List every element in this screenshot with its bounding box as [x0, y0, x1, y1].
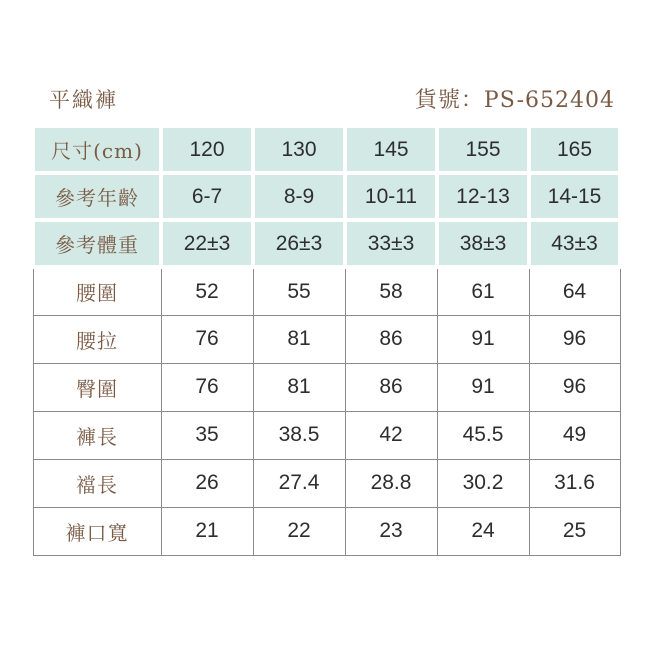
table-cell: 86	[345, 363, 437, 411]
table-cell: 81	[253, 315, 345, 363]
size-chart-table	[31, 124, 622, 556]
table-cell: 49	[529, 411, 620, 459]
row-label: 褲長	[33, 411, 161, 459]
table-cell: 55	[253, 267, 345, 315]
row-label: 臀圍	[33, 363, 161, 411]
table-row	[33, 220, 620, 267]
table-cell: 27.4	[253, 459, 345, 507]
table-cell: 120	[161, 126, 253, 173]
table-cell: 81	[253, 363, 345, 411]
table-cell: 43±3	[529, 220, 620, 267]
table-cell: 76	[161, 315, 253, 363]
table-cell: 96	[529, 363, 620, 411]
table-cell: 155	[437, 126, 529, 173]
item-code: 貨號：PS-652404	[414, 88, 615, 113]
row-label: 參考年齡	[33, 173, 161, 220]
table-cell: 76	[161, 363, 253, 411]
table-cell: 12-13	[437, 173, 529, 220]
table-cell: 38±3	[437, 220, 529, 267]
table-cell: 25	[529, 507, 620, 555]
table-cell: 91	[437, 363, 529, 411]
row-label: 褲口寬	[33, 507, 161, 555]
product-name: 平織褲	[49, 88, 118, 112]
table-row	[33, 459, 620, 507]
row-label: 腰拉	[33, 315, 161, 363]
row-label: 襠長	[33, 459, 161, 507]
table-cell: 23	[345, 507, 437, 555]
row-label: 參考體重	[33, 220, 161, 267]
table-cell: 130	[253, 126, 345, 173]
table-cell: 91	[437, 315, 529, 363]
table-cell: 38.5	[253, 411, 345, 459]
table-cell: 6-7	[161, 173, 253, 220]
row-label: 尺寸(cm)	[33, 126, 161, 173]
table-cell: 24	[437, 507, 529, 555]
table-cell: 64	[529, 267, 620, 315]
table-cell: 35	[161, 411, 253, 459]
table-cell: 86	[345, 315, 437, 363]
table-cell: 8-9	[253, 173, 345, 220]
table-cell: 26	[161, 459, 253, 507]
table-row	[33, 267, 620, 315]
table-row	[33, 411, 620, 459]
table-cell: 52	[161, 267, 253, 315]
table-cell: 165	[529, 126, 620, 173]
table-cell: 145	[345, 126, 437, 173]
table-row	[33, 173, 620, 220]
table-cell: 61	[437, 267, 529, 315]
table-cell: 42	[345, 411, 437, 459]
table-cell: 10-11	[345, 173, 437, 220]
table-cell: 33±3	[345, 220, 437, 267]
table-cell: 58	[345, 267, 437, 315]
table-row	[33, 315, 620, 363]
row-label: 腰圍	[33, 267, 161, 315]
table-cell: 22	[253, 507, 345, 555]
table-cell: 26±3	[253, 220, 345, 267]
table-cell: 96	[529, 315, 620, 363]
table-cell: 45.5	[437, 411, 529, 459]
table-row	[33, 507, 620, 555]
table-row	[33, 363, 620, 411]
table-cell: 31.6	[529, 459, 620, 507]
table-cell: 28.8	[345, 459, 437, 507]
table-cell: 21	[161, 507, 253, 555]
table-row	[33, 126, 620, 173]
table-cell: 30.2	[437, 459, 529, 507]
table-cell: 14-15	[529, 173, 620, 220]
table-cell: 22±3	[161, 220, 253, 267]
